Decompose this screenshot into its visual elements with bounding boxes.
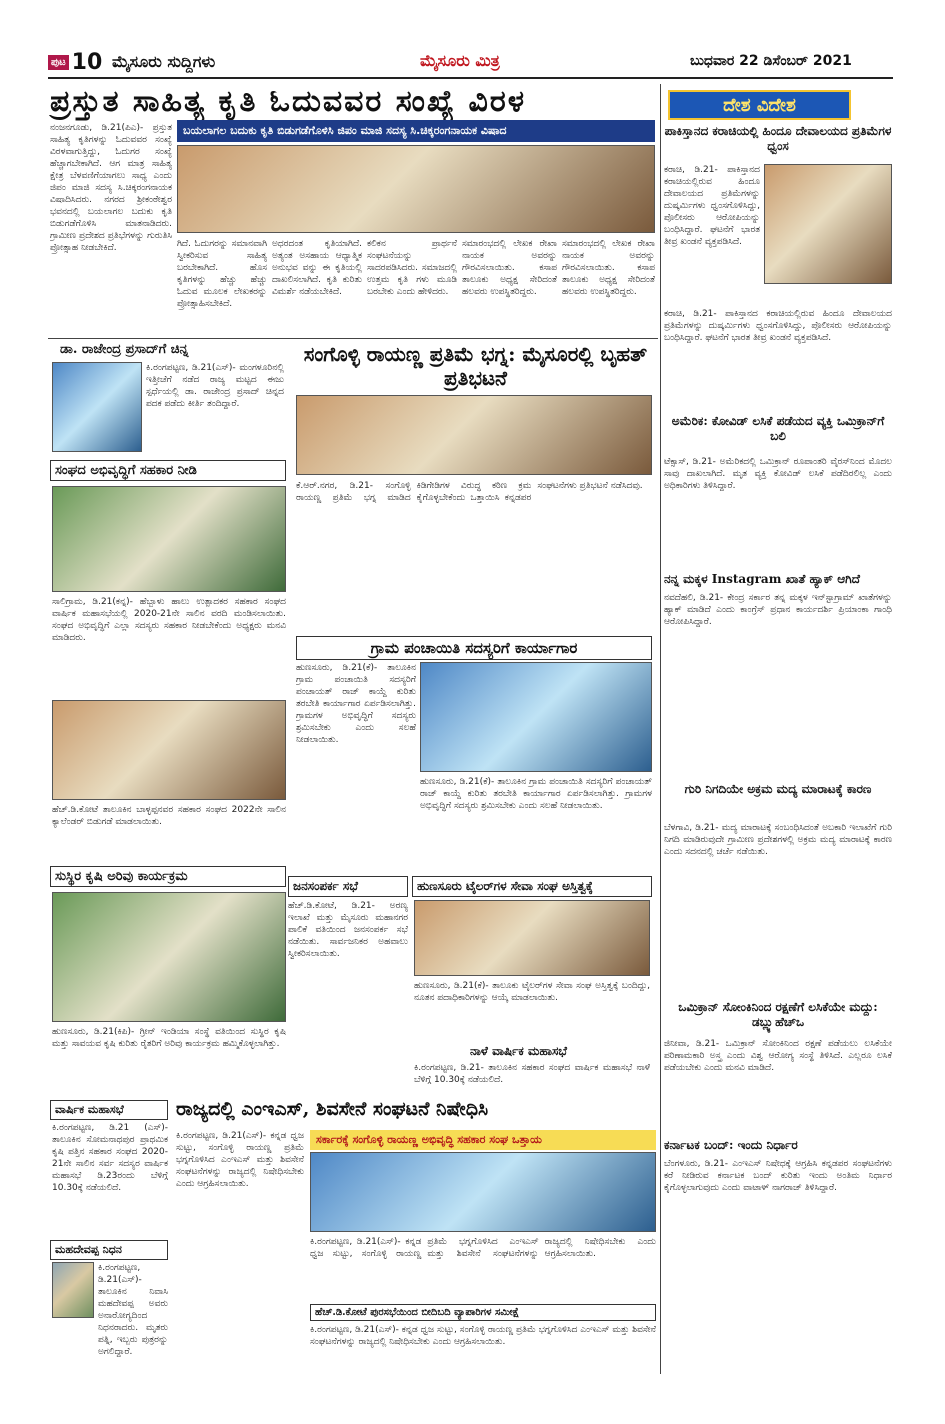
calendar-photo xyxy=(52,700,286,800)
bandh-body: ಬೆಂಗಳೂರು, ಡಿ.21- ಎಂಇಎಸ್ ನಿಷೇಧಕ್ಕೆ ಆಗ್ರಹಿಸಿ ಕನ್ನಡಪರ ಸಂಘಟನೆಗಳು ಕರೆ ನೀಡಿರುವ ಕರ್ನಾಟಕ ಬಂದ್ ಕುರಿತು ಇಂದು ಅಂತಿಮ ನಿರ್ಧಾರ ಕೈಗೊಳ್ಳಲಾಗುವುದು ಎಂದು ವಾಟಾಳ್ ನಾಗರಾಜ್ ತಿಳಿಸಿದ್ದಾರೆ. xyxy=(664,1159,892,1193)
panchayat-headline: ಗ್ರಾಮ ಪಂಚಾಯಿತಿ ಸದಸ್ಯರಿಗೆ ಕಾರ್ಯಾಗಾರ xyxy=(296,636,652,660)
nidhana-headline: ಮಹದೇವಪ್ಪ ನಿಧನ xyxy=(50,1240,168,1260)
lead-col-2: ಗಿದೆ. ಓದುಗರನ್ನು ಸಮಾನವಾಗಿ ಸ್ವೀಕರಿಸುವ ಸಾಹಿತ್ಯ ಬರಬೇಕಾಗಿದೆ. ಹೊಸ ಕೃತಿಗಳನ್ನು ಹೆಚ್ಚು ಹೆಚ್ಚು ಓದುವ ಮೂಲಕ ಲೇಖಕರನ್ನು ಪ್ರೋತ್ಸಾಹಿಸಬೇಕಿದೆ. xyxy=(177,239,267,309)
us-body: ಟೆಕ್ಸಾಸ್, ಡಿ.21- ಅಮೆರಿಕದಲ್ಲಿ ಒಮಿಕ್ರಾನ್ ರೂಪಾಂತರಿ ವೈರಸ್‌ನಿಂದ ಮೊದಲ ಸಾವು ದಾಖಲಾಗಿದೆ. ಮೃತ ವ್ಯಕ್ತಿ ಕೋವಿಡ್ ಲಸಿಕೆ ಪಡೆದಿರಲಿಲ್ಲ ಎಂದು ಅಧಿಕಾರಿಗಳು ತಿಳಿಸಿದ್ದಾರೆ. xyxy=(664,457,892,491)
sangha-body: ಸಾಲಿಗ್ರಾಮ, ಡಿ.21(ಕನ್ನ)- ಹೆಬ್ಬಾಳು ಹಾಲು ಉತ್ಪಾದಕರ ಸಹಕಾರ ಸಂಘದ ವಾರ್ಷಿಕ ಮಹಾಸಭೆಯಲ್ಲಿ 2020-21ನೇ ಸಾಲಿನ ವರದಿ ಮಂಡಿಸಲಾಯಿತು. ಸಂಘದ ಅಭಿವೃದ್ಧಿಗೆ ಎಲ್ಲಾ ಸದಸ್ಯರು ಸಹಕಾರ ನೀಡಬೇಕೆಂದು ಅಧ್ಯಕ್ಷರು ಮನವಿ ಮಾಡಿದರು. xyxy=(52,597,286,643)
pak-photo xyxy=(764,164,892,284)
instagram-headline: ನನ್ನ ಮಕ್ಕಳ Instagram ಖಾತೆ ಹ್ಯಾಕ್ ಆಗಿದೆ xyxy=(664,572,860,586)
rajendra-headline: ಡಾ. ರಾಜೇಂದ್ರ ಪ್ರಸಾದ್‌ಗೆ ಚಿನ್ನ xyxy=(60,342,189,357)
pak-headline: ಪಾಕಿಸ್ತಾನದ ಕರಾಚಿಯಲ್ಲಿ ಹಿಂದೂ ದೇವಾಲಯದ ಪ್ರತಿಮೆಗಳ ಧ್ವಂಸ xyxy=(664,124,892,153)
lead-deck: ಬಯಲಾಗಲ ಬದುಕು ಕೃತಿ ಬಿಡುಗಡೆಗೊಳಿಸಿ ಜಿಪಂ ಮಾಜಿ ಸದಸ್ಯ ಸಿ.ಚಿಕ್ಕರಂಗನಾಯಕ ವಿಷಾದ xyxy=(177,120,655,142)
guri-headline: ಗುರಿ ನಿಗದಿಯೇ ಅಕ್ರಮ ಮದ್ಯ ಮಾರಾಟಕ್ಕೆ ಕಾರಣ xyxy=(684,782,872,796)
omicron-headline: ಒಮಿಕ್ರಾನ್ ಸೋಂಕಿನಿಂದ ರಕ್ಷಣೆಗೆ ಲಸಿಕೆಯೇ ಮದ್ದು: ಡಬ್ಲ್ಯುಹೆಚ್ಒ xyxy=(678,1000,878,1029)
mes-body-2: ಕಿ.ರಂಗಪಟ್ಟಣ, ಡಿ.21(ಎಸ್)- ಕನ್ನಡ ಧ್ವಜ ಸುಟ್ಟು, ಸಂಗೊಳ್ಳಿ ರಾಯಣ್ಣ ಪ್ರತಿಮೆ ಭಗ್ನಗೊಳಿಸಿದ ಎಂಇಎಸ್ ಮತ್ತು ಶಿವಸೇನೆ ಸಂಘಟನೆಗಳನ್ನು ರಾಜ್ಯದಲ್ಲಿ ನಿಷೇಧಿಸಬೇಕು ಎಂದು ಆಗ್ರಹಿಸಲಾಯಿತು. xyxy=(310,1237,656,1259)
us-headline: ಅಮೆರಿಕ: ಕೋವಿಡ್ ಲಸಿಕೆ ಪಡೆಯದ ವ್ಯಕ್ತಿ ಒಮಿಕ್ರಾನ್‌ಗೆ ಬಲಿ xyxy=(671,414,885,443)
page-number: 10 xyxy=(71,49,103,75)
lead-col-6: ಸಮಾರಂಭದಲ್ಲಿ ಲೇಖಕ ರೇಖಾ ನಾಯಕ ಅವರನ್ನು ಗೌರವಿಸಲಾಯಿತು. ಕಸಾಪ ತಾಲೂಕು ಅಧ್ಯಕ್ಷ ಸೇರಿದಂತೆ ಹಲವರು ಉಪಸ್ಥಿತರಿದ್ದರು. xyxy=(562,239,655,297)
tailor-body: ಹುಣಸೂರು, ಡಿ.21(ಕೆ)- ತಾಲೂಕು ಟೈಲರ್‌ಗಳ ಸೇವಾ ಸಂಘ ಅಸ್ತಿತ್ವಕ್ಕೆ ಬಂದಿದ್ದು, ನೂತನ ಪದಾಧಿಕಾರಿಗಳನ್ನು ಆಯ್ಕೆ ಮಾಡಲಾಯಿತು. xyxy=(414,981,650,1003)
tailor-subbody: ಕಿ.ರಂಗಪಟ್ಟಣ, ಡಿ.21- ತಾಲೂಕಿನ ಸಹಕಾರ ಸಂಘದ ವಾರ್ಷಿಕ ಮಹಾಸಭೆ ನಾಳೆ ಬೆಳಿಗ್ಗೆ 10.30ಕ್ಕೆ ನಡೆಯಲಿದೆ. xyxy=(414,1063,650,1085)
obituary-photo xyxy=(52,1262,94,1318)
sangha-photo xyxy=(52,486,286,592)
calendar-caption: ಹೆಚ್.ಡಿ.ಕೋಟೆ ತಾಲೂಕಿನ ಬಾಳ್ಳಪ್ಪನವರ ಸಹಕಾರ ಸಂಘದ 2022ನೇ ಸಾಲಿನ ಕ್ಯಾಲೆಂಡರ್ ಬಿಡುಗಡೆ ಮಾಡಲಾಯಿತು. xyxy=(52,805,286,827)
bandh-headline: ಕರ್ನಾಟಕ ಬಂದ್: ಇಂದು ನಿರ್ಧಾರ xyxy=(664,1138,798,1152)
janasampark-headline: ಜನಸಂಪರ್ಕ ಸಭೆ xyxy=(288,876,408,897)
rajendra-body: ಕಿ.ರಂಗಪಟ್ಟಣ, ಡಿ.21(ಎಸ್)- ಮಂಗಳೂರಿನಲ್ಲಿ ಇತ್ತೀಚೆಗೆ ನಡೆದ ರಾಜ್ಯ ಮಟ್ಟದ ಈಜು ಸ್ಪರ್ಧೆಯಲ್ಲಿ ಡಾ. ರಾಜೇಂದ್ರ ಪ್ರಸಾದ್ ಚಿನ್ನದ ಪದಕ ಪಡೆದು ಕೀರ್ತಿ ತಂದಿದ್ದಾರೆ. xyxy=(146,363,284,409)
janasampark-body: ಹೆಚ್.ಡಿ.ಕೋಟೆ, ಡಿ.21- ಅರಣ್ಯ ಇಲಾಖೆ ಮತ್ತು ಮೈಸೂರು ಮಹಾನಗರ ಪಾಲಿಕೆ ವತಿಯಿಂದ ಜನಸಂಪರ್ಕ ಸಭೆ ನಡೆಯಿತು. ಸಾರ್ವಜನಿಕರ ಅಹವಾಲು ಸ್ವೀಕರಿಸಲಾಯಿತು. xyxy=(288,901,408,959)
desha-videsha-banner: ದೇಶ ವಿದೇಶ xyxy=(668,90,851,120)
rayanna-headline: ಸಂಗೊಳ್ಳಿ ರಾಯಣ್ಣ ಪ್ರತಿಮೆ ಭಗ್ನ: ಮೈಸೂರಲ್ಲಿ ಬೃಹತ್ ಪ್ರತಿಭಟನೆ xyxy=(303,342,648,390)
pak-body-2: ಕರಾಚಿ, ಡಿ.21- ಪಾಕಿಸ್ತಾನದ ಕರಾಚಿಯಲ್ಲಿರುವ ಹಿಂದೂ ದೇವಾಲಯದ ಪ್ರತಿಮೆಗಳನ್ನು ದುಷ್ಕರ್ಮಿಗಳು ಧ್ವಂಸಗೊಳಿಸಿದ್ದು, ಪೊಲೀಸರು ಆರೋಪಿಯನ್ನು ಬಂಧಿಸಿದ್ದಾರೆ. ಘಟನೆಗೆ ಭಾರತ ತೀವ್ರ ಖಂಡನೆ ವ್ಯಕ್ತಪಡಿಸಿದೆ. xyxy=(664,309,892,343)
dateline: ಬುಧವಾರ 22 ಡಿಸೆಂಬರ್ 2021 xyxy=(690,53,852,69)
panchayat-body: ಹುಣಸೂರು, ಡಿ.21(ಕೆ)- ತಾಲೂಕಿನ ಗ್ರಾಮ ಪಂಚಾಯಿತಿ ಸದಸ್ಯರಿಗೆ ಪಂಚಾಯತ್ ರಾಜ್ ಕಾಯ್ದೆ ಕುರಿತು ತರಬೇತಿ ಕಾರ್ಯಾಗಾರ ಏರ್ಪಡಿಸಲಾಗಿತ್ತು. ಗ್ರಾಮಗಳ ಅಭಿವೃದ್ಧಿಗೆ ಸದಸ್ಯರು ಶ್ರಮಿಸಬೇಕು ಎಂದು ಸಲಹೆ ನೀಡಲಾಯಿತು. xyxy=(296,663,416,745)
lead-col-4: ಕಲಿಕನ ಪ್ರಾರ್ಥನೆ ಸಂಘಟನೆಯನ್ನು ಸಾದರಪಡಿಸಿದರು. ಸಮಾಜದಲ್ಲಿ ಉತ್ತಮ ಕೃತಿ ಗಳು ಮೂಡಿ ಬರಬೇಕು ಎಂದು ಹೇಳಿದರು. xyxy=(367,239,457,297)
mes-deck: ಸರ್ಕಾರಕ್ಕೆ ಸಂಗೊಳ್ಳಿ ರಾಯಣ್ಣ ಅಭಿವೃದ್ಧಿ ಸಹಕಾರ ಸಂಘ ಒತ್ತಾಯ xyxy=(310,1130,656,1150)
krishi-photo xyxy=(52,892,286,1022)
krishi-body: ಹುಣಸೂರು, ಡಿ.21(ಕಿಪಿ)- ಗ್ರೀನ್ ಇಂಡಿಯಾ ಸಂಸ್ಥೆ ವತಿಯಿಂದ ಸುಸ್ಥಿರ ಕೃಷಿ ಮತ್ತು ಸಾವಯವ ಕೃಷಿ ಕುರಿತು ರೈತರಿಗೆ ಅರಿವು ಕಾರ್ಯಕ್ರಮ ಹಮ್ಮಿಕೊಳ್ಳಲಾಗಿತ್ತು. xyxy=(52,1027,286,1049)
omicron-body: ಜಿನೀವಾ, ಡಿ.21- ಒಮಿಕ್ರಾನ್ ಸೋಂಕಿನಿಂದ ರಕ್ಷಣೆ ಪಡೆಯಲು ಲಸಿಕೆಯೇ ಪರಿಣಾಮಕಾರಿ ಅಸ್ತ್ರ ಎಂದು ವಿಶ್ವ ಆರೋಗ್ಯ ಸಂಸ್ಥೆ ತಿಳಿಸಿದೆ. ಎಲ್ಲರೂ ಲಸಿಕೆ ಪಡೆಯಬೇಕು ಎಂದು ಮನವಿ ಮಾಡಿದೆ. xyxy=(664,1039,892,1073)
lead-col-3: ಅಧರದಂತ ಕೃತಿಯಾಗಿದೆ. ಅತ್ಯಂತ ಅಸಹಾಯ ಆಧ್ಯಾತ್ಮಿಕ ಅನುಭವ ವನ್ನು ಈ ಕೃತಿಯಲ್ಲಿ ದಾಖಲಿಸಲಾಗಿದೆ. ಕೃತಿ ಕುರಿತು ವಿಮರ್ಶೆ ನಡೆಯಬೇಕಿದೆ. xyxy=(272,239,362,297)
tailor-photo xyxy=(414,900,650,976)
guri-body: ಬೆಳಗಾವಿ, ಡಿ.21- ಮದ್ಯ ಮಾರಾಟಕ್ಕೆ ಸಂಬಂಧಿಸಿದಂತೆ ಅಬಕಾರಿ ಇಲಾಖೆಗೆ ಗುರಿ ನಿಗದಿ ಮಾಡಿರುವುದೇ ಗ್ರಾಮೀಣ ಪ್ರದೇಶಗಳಲ್ಲಿ ಅಕ್ರಮ ಮದ್ಯ ಮಾರಾಟಕ್ಕೆ ಕಾರಣ ಎಂದು ಸದನದಲ್ಲಿ ಚರ್ಚೆ ನಡೆಯಿತು. xyxy=(664,823,892,857)
panchayat-photo xyxy=(420,662,652,772)
mes-photo xyxy=(310,1152,656,1232)
nidhana-body: ಕಿ.ರಂಗಪಟ್ಟಣ, ಡಿ.21(ಎಸ್)- ತಾಲೂಕಿನ ನಿವಾಸಿ ಮಹದೇವಪ್ಪ ಅವರು ಅನಾರೋಗ್ಯದಿಂದ ನಿಧನರಾದರು. ಮೃತರು ಪತ್ನಿ, ಇಬ್ಬರು ಪುತ್ರರನ್ನು ಅಗಲಿದ್ದಾರೆ. xyxy=(98,1263,168,1357)
survey-body: ಕಿ.ರಂಗಪಟ್ಟಣ, ಡಿ.21(ಎಸ್)- ಕನ್ನಡ ಧ್ವಜ ಸುಟ್ಟು, ಸಂಗೊಳ್ಳಿ ರಾಯಣ್ಣ ಪ್ರತಿಮೆ ಭಗ್ನಗೊಳಿಸಿದ ಎಂಇಎಸ್ ಮತ್ತು ಶಿವಸೇನೆ ಸಂಘಟನೆಗಳನ್ನು ರಾಜ್ಯದಲ್ಲಿ ನಿಷೇಧಿಸಬೇಕು ಎಂದು ಆಗ್ರಹಿಸಲಾಯಿತು. xyxy=(310,1325,656,1347)
divider xyxy=(48,338,658,339)
lead-col-5: ಸಮಾರಂಭದಲ್ಲಿ ಲೇಖಕ ರೇಖಾ ನಾಯಕ ಅವರನ್ನು ಗೌರವಿಸಲಾಯಿತು. ಕಸಾಪ ತಾಲೂಕು ಅಧ್ಯಕ್ಷ ಸೇರಿದಂತೆ ಹಲವರು ಉಪಸ್ಥಿತರಿದ್ದರು. xyxy=(462,239,557,297)
panchayat-body-2: ಹುಣಸೂರು, ಡಿ.21(ಕೆ)- ತಾಲೂಕಿನ ಗ್ರಾಮ ಪಂಚಾಯಿತಿ ಸದಸ್ಯರಿಗೆ ಪಂಚಾಯತ್ ರಾಜ್ ಕಾಯ್ದೆ ಕುರಿತು ತರಬೇತಿ ಕಾರ್ಯಾಗಾರ ಏರ್ಪಡಿಸಲಾಗಿತ್ತು. ಗ್ರಾಮಗಳ ಅಭಿವೃದ್ಧಿಗೆ ಸದಸ್ಯರು ಶ್ರಮಿಸಬೇಕು ಎಂದು ಸಲಹೆ ನೀಡಲಾಯಿತು. xyxy=(420,777,652,811)
page-tag: ಪುಟ xyxy=(48,55,69,70)
survey-headline: ಹೆಚ್.ಡಿ.ಕೋಟೆ ಪುರಸಭೆಯಿಂದ ಬೀದಿಬದಿ ವ್ಯಾಪಾರಿಗಳ ಸಮೀಕ್ಷೆ xyxy=(310,1304,656,1321)
instagram-body: ನವದೆಹಲಿ, ಡಿ.21- ಕೇಂದ್ರ ಸರ್ಕಾರ ತನ್ನ ಮಕ್ಕಳ ಇನ್‌ಸ್ಟಾಗ್ರಾಮ್ ಖಾತೆಗಳನ್ನು ಹ್ಯಾಕ್ ಮಾಡಿದೆ ಎಂದು ಕಾಂಗ್ರೆಸ್ ಪ್ರಧಾನ ಕಾರ್ಯದರ್ಶಿ ಪ್ರಿಯಾಂಕಾ ಗಾಂಧಿ ಆರೋಪಿಸಿದ್ದಾರೆ. xyxy=(664,593,892,627)
krishi-headline: ಸುಸ್ಥಿರ ಕೃಷಿ ಅರಿವು ಕಾರ್ಯಕ್ರಮ xyxy=(50,866,286,887)
pak-body: ಕರಾಚಿ, ಡಿ.21- ಪಾಕಿಸ್ತಾನದ ಕರಾಚಿಯಲ್ಲಿರುವ ಹಿಂದೂ ದೇವಾಲಯದ ಪ್ರತಿಮೆಗಳನ್ನು ದುಷ್ಕರ್ಮಿಗಳು ಧ್ವಂಸಗೊಳಿಸಿದ್ದು, ಪೊಲೀಸರು ಆರೋಪಿಯನ್ನು ಬಂಧಿಸಿದ್ದಾರೆ. ಘಟನೆಗೆ ಭಾರತ ತೀವ್ರ ಖಂಡನೆ ವ್ಯಕ್ತಪಡಿಸಿದೆ. xyxy=(664,165,760,247)
masthead-rule xyxy=(48,77,893,79)
tailor-subheadline: ನಾಳೆ ವಾರ್ಷಿಕ ಮಹಾಸಭೆ xyxy=(470,1044,567,1058)
lead-col-1: ನಂಜನಗೂಡು, ಡಿ.21(ಪಿಎ)- ಪ್ರಸ್ತುತ ಸಾಹಿತ್ಯ ಕೃತಿಗಳನ್ನು ಓದುವವರ ಸಂಖ್ಯೆ ವಿರಳವಾಗುತ್ತಿದ್ದು, ಓದುಗರ ಸಂಖ್ಯೆ ಹೆಚ್ಚಾಗಬೇಕಾಗಿದೆ. ಆಗ ಮಾತ್ರ ಸಾಹಿತ್ಯ ಕ್ಷೇತ್ರ ಬೆಳವಣಿಗೆಯಾಗಲು ಸಾಧ್ಯ ಎಂದು ಜಿಪಂ ಮಾಜಿ ಸದಸ್ಯ ಸಿ.ಚಿಕ್ಕರಂಗನಾಯಕ ವಿಷಾದಿಸಿದರು. ನಗರದ ಶ್ರೀಕಂಠೇಶ್ವರ ಭವನದಲ್ಲಿ ಬಯಲಾಗಲ ಬದುಕು ಕೃತಿ ಬಿಡುಗಡೆಗೊಳಿಸಿ ಮಾತನಾಡಿದರು. ಗ್ರಾಮೀಣ ಪ್ರದೇಶದ ಪ್ರತಿಭೆಗಳನ್ನು ಗುರುತಿಸಿ ಪ್ರೋತ್ಸಾಹ ನೀಡಬೇಕಿದೆ. xyxy=(50,123,172,253)
lead-photo xyxy=(177,145,655,233)
mes-body: ಕಿ.ರಂಗಪಟ್ಟಣ, ಡಿ.21(ಎಸ್)- ಕನ್ನಡ ಧ್ವಜ ಸುಟ್ಟು, ಸಂಗೊಳ್ಳಿ ರಾಯಣ್ಣ ಪ್ರತಿಮೆ ಭಗ್ನಗೊಳಿಸಿದ ಎಂಇಎಸ್ ಮತ್ತು ಶಿವಸೇನೆ ಸಂಘಟನೆಗಳನ್ನು ರಾಜ್ಯದಲ್ಲಿ ನಿಷೇಧಿಸಬೇಕು ಎಂದು ಆಗ್ರಹಿಸಲಾಯಿತು. xyxy=(176,1131,304,1189)
column-divider xyxy=(660,84,661,1374)
mes-headline: ರಾಜ್ಯದಲ್ಲಿ ಎಂಇಎಸ್, ಶಿವಸೇನೆ ಸಂಘಟನೆ ನಿಷೇಧಿಸಿ xyxy=(176,1098,489,1120)
section-name: ಮೈಸೂರು ಸುದ್ದಿಗಳು xyxy=(112,52,216,71)
rayanna-body: ಕೆ.ಆರ್.ನಗರ, ಡಿ.21- ಸಂಗೊಳ್ಳಿ ರಾಯಣ್ಣ ಪ್ರತಿಮೆ ಭಗ್ನ ಮಾಡಿದ ಕಿಡಿಗೇಡಿಗಳ ವಿರುದ್ಧ ಕಠಿಣ ಕ್ರಮ ಕೈಗೊಳ್ಳಬೇಕೆಂದು ಒತ್ತಾಯಿಸಿ ಕನ್ನಡಪರ ಸಂಘಟನೆಗಳು ಪ್ರತಿಭಟನೆ ನಡೆಸಿದವು. xyxy=(296,481,643,503)
swimmer-photo xyxy=(52,362,142,452)
newspaper-brand: ಮೈಸೂರು ಮಿತ್ರ xyxy=(420,51,500,70)
lead-headline: ಪ್ರಸ್ತುತ ಸಾಹಿತ್ಯ ಕೃತಿ ಓದುವವರ ಸಂಖ್ಯೆ ವಿರಳ xyxy=(50,84,527,119)
varshika-body: ಕಿ.ರಂಗಪಟ್ಟಣ, ಡಿ.21 (ಎಸ್)- ತಾಲೂಕಿನ ಸೋಮನಾಥಪುರ ಪ್ರಾಥಮಿಕ ಕೃಷಿ ಪತ್ತಿನ ಸಹಕಾರ ಸಂಘದ 2020-21ನೇ ಸಾಲಿನ ಸರ್ವ ಸದಸ್ಯರ ವಾರ್ಷಿಕ ಮಹಾಸಭೆ ಡಿ.23ರಂದು ಬೆಳಿಗ್ಗೆ 10.30ಕ್ಕೆ ನಡೆಯಲಿದೆ. xyxy=(52,1123,168,1193)
tailor-headline: ಹುಣಸೂರು ಟೈಲರ್‌ಗಳ ಸೇವಾ ಸಂಘ ಅಸ್ತಿತ್ವಕ್ಕೆ xyxy=(412,876,652,897)
rayanna-photo xyxy=(296,395,652,475)
sangha-headline: ಸಂಘದ ಅಭಿವೃದ್ಧಿಗೆ ಸಹಕಾರ ನೀಡಿ xyxy=(50,460,286,481)
varshika-headline: ವಾರ್ಷಿಕ ಮಹಾಸಭೆ xyxy=(50,1100,168,1120)
